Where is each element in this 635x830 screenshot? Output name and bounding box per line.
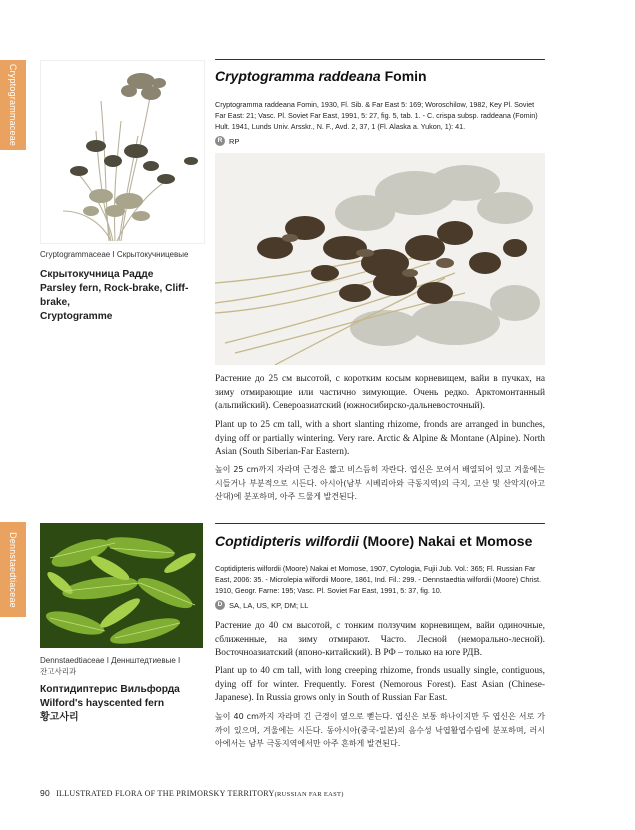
species1-synonymy: Cryptogramma raddeana Fomin, 1930, Fl. Sib. & Far East 5: 169; Woroschilow, 1982, Key Pl. Soviet Far East: 21; Vasc. Pl. Soviet Far East, 1991, 5: 27, fig. 5, tab. 1. - C. crispa subsp. raddeana (Fomin) Hult. 1941, Lunds Univ. Arsskr., N. F., Avd. 2, 37, 1 (Fl. Alaska a. Yukon, 1): 41. xyxy=(215,100,538,131)
species1-top-rule xyxy=(215,59,545,60)
common-name-en: Wilford's hayscented fern xyxy=(40,698,165,709)
species2-status xyxy=(215,600,308,610)
herbarium-illustration-small xyxy=(41,61,204,243)
common-name-ru: Скрытокучница Радде xyxy=(40,269,154,280)
species1-title-author: Fomin xyxy=(380,68,427,84)
page-number: 90 xyxy=(40,788,51,798)
species2-text-ru: Растение до 40 см высотой, с тонким ползучим корневищем, вайи одиночные, сближенные, на зиму отмирают. Часто. Лесной (неморально-лесной). Восточноазиатский (японо-китайский). В РФ – только на юге РДВ. xyxy=(215,621,545,658)
herbarium-illustration-large xyxy=(215,153,545,365)
species2-text-kr: 높이 40 cm까지 자라며 긴 근경이 옆으로 뻗는다. 엽신은 보통 하나이지만 두 엽신은 서로 가까이 있으며, 겨울에는 시든다. 동아시아(중국-일본)의 음수성 낙엽활엽수림에 분포하며, 러시아에서는 남부 극동지역에서만 아주 흔하게 발견된다. xyxy=(215,712,545,748)
species1-title xyxy=(215,68,427,84)
fern-photo xyxy=(40,523,203,648)
species1-status xyxy=(215,136,239,146)
species2-top-rule xyxy=(215,523,545,524)
species1-caption-family: Cryptogrammaceae Ι Скрытокучницевые xyxy=(40,250,189,259)
family-tab-cryptogrammaceae xyxy=(0,60,26,150)
species1-text-en: Plant up to 25 cm tall, with a short slanting rhizome, fronds are arranged in bunches, dying off or partially wintering. Very rare. Arctic & Alpine & Montane (Alpine). North Asian (South Siberian-Far Eastern). xyxy=(215,420,545,457)
family-tab-label: Cryptogrammaceae xyxy=(8,63,18,147)
common-name-kr: 황고사리 xyxy=(40,712,79,723)
species2-title xyxy=(215,533,532,549)
footer-title: ILLUSTRATED FLORA OF THE PRIMORSKY TERRITORY xyxy=(56,789,275,798)
herbarium-photo-large xyxy=(215,153,545,365)
status-badge: D xyxy=(215,600,225,610)
page-footer xyxy=(40,788,344,798)
species1-text-ru: Растение до 25 см высотой, с коротким косым корневищем, вайи в пучках, на зиму отмирающие или частично зимующие. Очень редко. Арктомонтанный (альпийский). Североазиатский (южносибирско-дальневосточный). xyxy=(215,374,545,411)
family-tab-dennstaedtiaceae xyxy=(0,522,26,617)
species1-title-latin: Cryptogramma raddeana xyxy=(215,68,381,84)
species2-text-en: Plant up to 40 cm tall, with long creeping rhizome, fronds usually single, contiguous, dying off for winter. Frequently. Forest (Nemorous Forest). East Asian (Chinese-Japanese). In Russia grows only in South of Russian Far East. xyxy=(215,666,545,703)
herbarium-photo-small xyxy=(40,60,205,244)
caption-family-line: Dennstaedtiaceae Ι Деннштедтиевые Ι xyxy=(40,656,181,665)
species2-common-names xyxy=(40,683,212,725)
common-name-ru: Коптидиптерис Вильфорда xyxy=(40,684,180,695)
footer-subtitle: (RUSSIAN FAR EAST) xyxy=(274,791,344,798)
species2-title-author: (Moore) Nakai et Momose xyxy=(358,533,533,549)
status-text: RP xyxy=(229,136,240,146)
species1-text-kr: 높이 25 cm까지 자라며 근경은 짧고 비스듬히 자란다. 엽신은 모여서 배열되어 있고 겨울에는 시들거나 부분적으로 시든다. 아시아(남부 시베리아와 극동지역)의 극지, 고산 및 산악지(아고산대)에 분포하며, 아주 드물게 발견된다. xyxy=(215,465,545,501)
common-name-en: Parsley fern, Rock-brake, Cliff-brake, xyxy=(40,283,189,308)
fern-illustration xyxy=(40,523,203,648)
common-name-en-2: Cryptogramme xyxy=(40,311,113,322)
species2-synonymy: Coptidipteris wilfordii (Moore) Nakai et Momose, 1907, Cytologia, Fujii Jub. Vol.: 365; Fl. Russian Far East, 2006: 35. - Microlepia wilfordii Moore, 1861, Ind. Fil.: 299. - Dennstaedtia wilfordii (Moore) Christ. 1910, Geogr. Farne: 195; Vasc. Pl. Soviet Far East, 1991, 5: 37, fig. 10. xyxy=(215,564,541,595)
family-tab-label: Dennstaedtiaceae xyxy=(8,531,18,608)
caption-family-kr: 잔고사리과 xyxy=(40,667,77,676)
species2-title-latin: Coptidipteris wilfordii xyxy=(215,533,359,549)
species2-caption-family xyxy=(40,655,212,677)
species1-common-names xyxy=(40,268,212,324)
status-badge: R xyxy=(215,136,225,146)
status-text: SA, LA, US, KP, DM; LL xyxy=(229,600,309,610)
